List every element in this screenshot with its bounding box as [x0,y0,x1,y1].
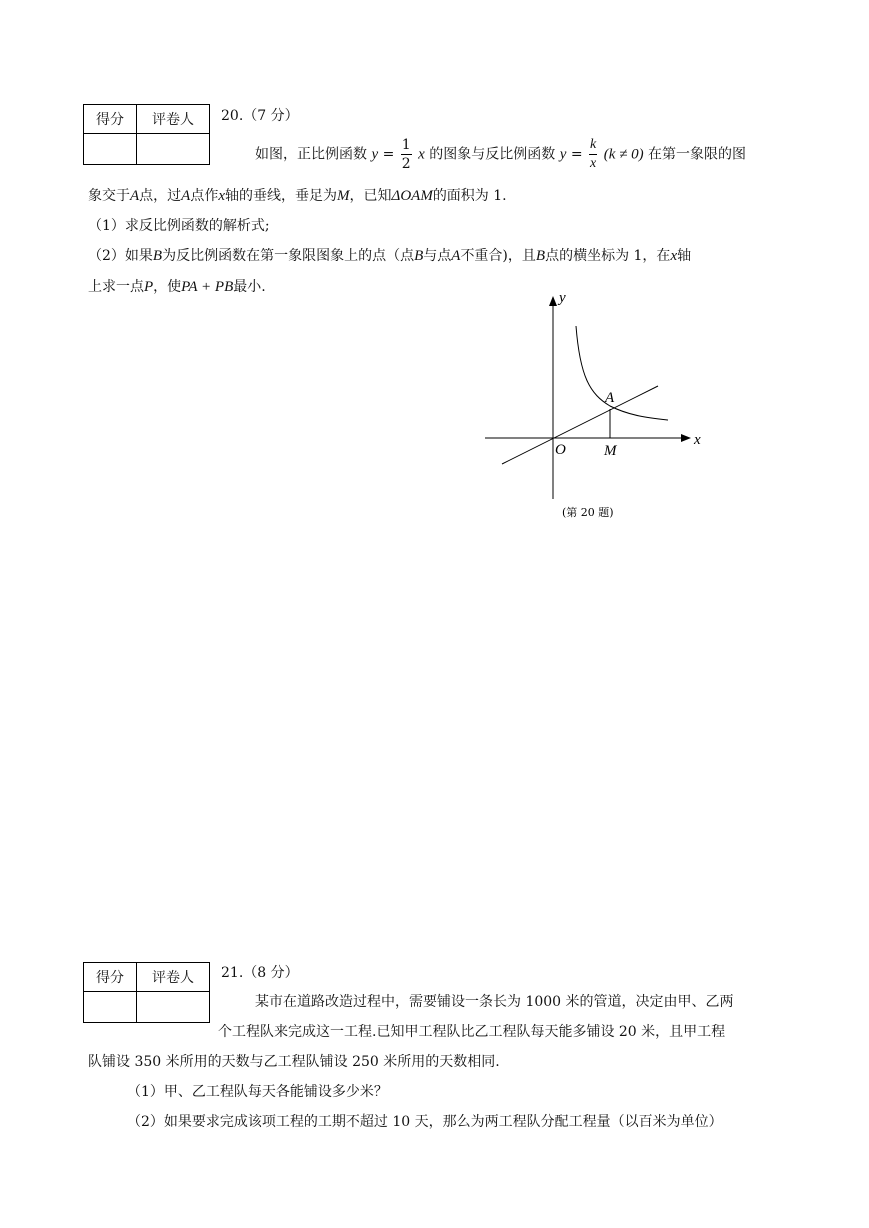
label-origin: O [555,442,566,458]
label-y: y [559,290,566,306]
score-header: 得分 [84,105,137,134]
q21-heading: 21.（8 分） [221,965,299,981]
q21-sub1: （1）甲、乙工程队每天各能铺设多少米？ [127,1084,388,1100]
hyperbola-curve [576,326,668,420]
label-m: M [604,443,617,459]
score-header: 得分 [84,963,137,992]
q21-line2: 个工程队来完成这一工程.已知甲工程队比乙工程队每天能多铺设 20 米，且甲工程 [218,1024,726,1040]
q20-paragraph-line2: 象交于A点，过A点作x轴的垂线，垂足为M，已知ΔOAM的面积为 1. [88,188,507,204]
q20-figure [480,282,710,532]
x-axis-arrow [681,434,691,442]
label-x: x [694,432,701,448]
label-a: A [605,390,615,406]
grader-header: 评卷人 [137,963,210,992]
grader-cell[interactable] [137,134,210,165]
figure-caption: (第 20 题) [562,506,614,519]
q20-sub1: （1）求反比例函数的解析式; [88,218,270,234]
grader-cell[interactable] [137,992,210,1023]
grader-header: 评卷人 [137,105,210,134]
fraction-half: $\frac{1}{2}$ [401,137,411,172]
fraction-k-over-x: $\frac{k}{x}$ [590,137,597,171]
q20-sub2-line1: （2）如果B为反比例函数在第一象限图象上的点（点B与点A不重合)，且B点的横坐标为 1，在x轴 [88,248,692,264]
q20-paragraph-line1: 如图，正比例函数 y = $\frac{1}{2}$ x 的图象与反比例函数 y = $\frac{k}{x}$ (k ≠ 0) 在第一象限的图 [255,137,747,172]
score-cell[interactable] [84,992,137,1023]
q21-sub2: （2）如果要求完成该项工程的工期不超过 10 天，那么为两工程队分配工程量（以百米为单位） [127,1114,723,1130]
q20-sub2-line2: 上求一点P，使PA + PB最小. [88,279,266,295]
score-table-21 [83,962,210,1023]
q21-line1: 某市在道路改造过程中，需要铺设一条长为 1000 米的管道，决定由甲、乙两 [255,994,734,1010]
q20-heading: 20.（7 分） [221,108,299,124]
q21-line3: 队铺设 350 米所用的天数与乙工程队铺设 250 米所用的天数相同. [88,1054,500,1070]
y-axis-arrow [549,296,557,306]
score-cell[interactable] [84,134,137,165]
proportional-line [502,386,658,464]
score-table-20 [83,104,210,165]
